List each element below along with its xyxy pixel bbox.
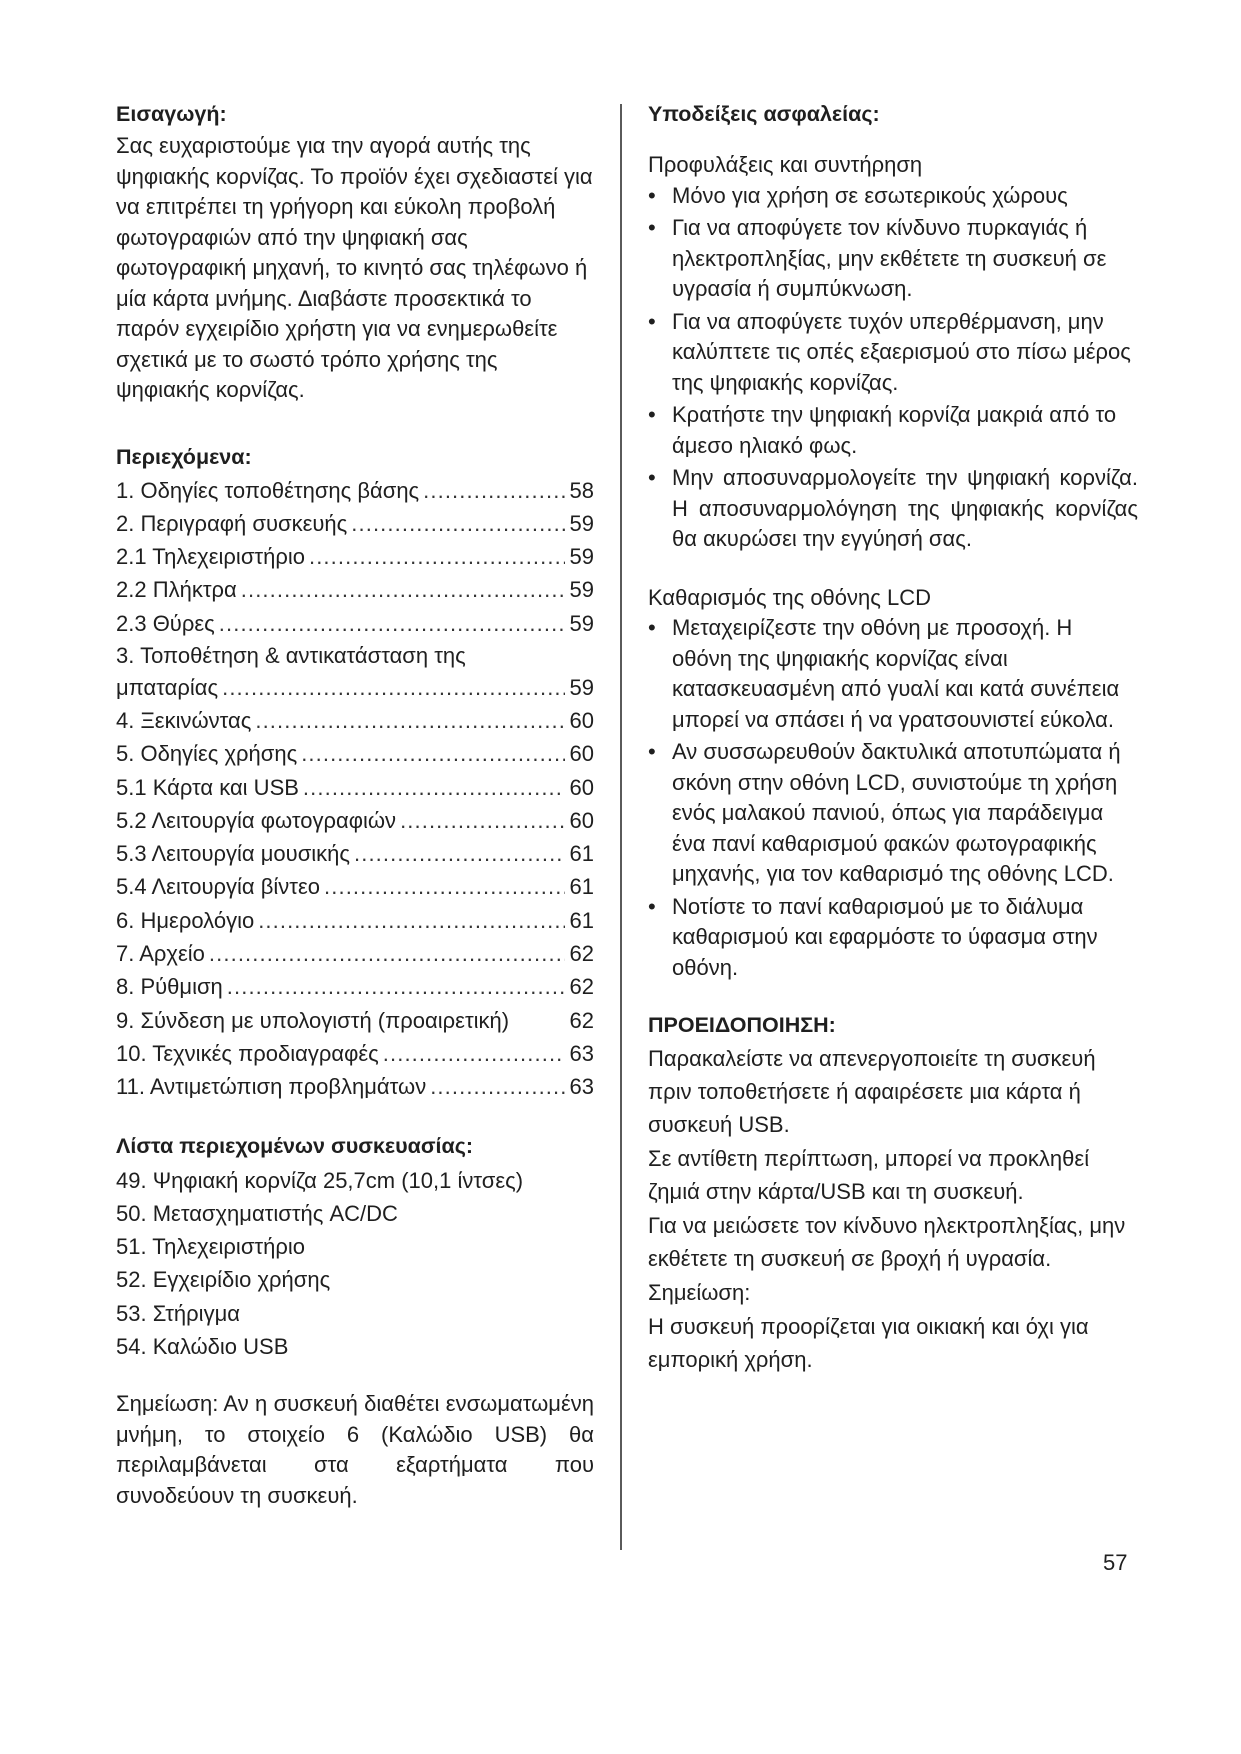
- package-list: [116, 1164, 594, 1364]
- bullet-icon: •: [648, 182, 656, 208]
- bullet-icon: •: [648, 465, 656, 490]
- safety-subheading-lcd: Καθαρισμός της οθόνης LCD: [648, 584, 931, 610]
- toc-item: 5. Οδηγίες χρήσης . . . 60: [116, 737, 594, 770]
- table-of-contents: [116, 474, 594, 1104]
- toc-item: 11. Αντιμετώπιση προβλημάτων . . . 63: [116, 1070, 594, 1103]
- lcd-cleaning-list: [648, 613, 1138, 983]
- precautions-list: [648, 181, 1138, 555]
- warning-text: Παρακαλείστε να απενεργοποιείτε τη συσκευή πριν τοποθετήσετε ή αφαιρέσετε μια κάρτα ή συσκευή USB.: [648, 1046, 1096, 1137]
- list-item: 51. Τηλεχειριστήριο: [116, 1234, 305, 1260]
- toc-item: 7. Αρχείο . . . 62: [116, 937, 594, 970]
- toc-item: 1. Οδηγίες τοποθέτησης βάσης . . . 58: [116, 474, 594, 507]
- contents-heading: Περιεχόμενα:: [116, 444, 252, 469]
- intro-heading: Εισαγωγή:: [116, 102, 227, 126]
- list-item: • Νοτίστε το πανί καθαρισμού με το διάλυμα καθαρισμού και εφαρμόστε το ύφασμα στην οθόνη.: [648, 893, 1098, 980]
- warning-text: Για να μειώσετε τον κίνδυνο ηλεκτροπληξίας, μην εκθέτετε τη συσκευή σε βροχή ή υγρασία.: [648, 1213, 1126, 1271]
- list-item: 54. Καλώδιο USB: [116, 1334, 289, 1360]
- warning-section: [648, 1011, 1138, 1376]
- toc-item: 8. Ρύθμιση . . . 62: [116, 970, 594, 1003]
- toc-item: 2.3 Θύρες . . . 59: [116, 607, 594, 640]
- left-column: [116, 100, 594, 1511]
- warning-text: Η συσκευή προορίζεται για οικιακή και όχι για εμπορική χρήση.: [648, 1314, 1089, 1372]
- bullet-icon: •: [648, 615, 656, 640]
- toc-item: 3. Τοποθέτηση & αντικατάσταση της μπαταρίας . . . 59: [116, 640, 594, 704]
- safety-heading: Υποδείξεις ασφαλείας:: [648, 102, 880, 126]
- toc-item: 5.1 Κάρτα και USB . . . 60: [116, 771, 594, 804]
- list-item: • Μην αποσυναρμολογείτε την ψηφιακή κορνίζα. Η αποσυναρμολόγηση της ψηφιακής κορνίζας θα ακυρώσει την εγγύησή σας.: [648, 465, 1138, 551]
- bullet-icon: •: [648, 215, 656, 240]
- toc-item: 4. Ξεκινώντας . . . 60: [116, 704, 594, 737]
- toc-item: 6. Ημερολόγιο . . . 61: [116, 904, 594, 937]
- package-heading: Λίστα περιεχομένων συσκευασίας:: [116, 1133, 474, 1158]
- bullet-icon: •: [648, 739, 656, 764]
- intro-text: Σας ευχαριστούμε για την αγορά αυτής της ψηφιακής κορνίζας. Το προϊόν έχει σχεδιαστεί για να επιτρέπει τη γρήγορη και εύκολη προβολή φωτογραφιών από την ψηφιακή σας φωτογραφική μηχανή, το κινητό σας τηλέφωνο ή μία κάρτα μνήμης. Διαβάστε προσεκτικά το παρόν εγχειρίδιο χρήστη για να ενημερωθείτε σχετικά με το σωστό τρόπο χρήσης της ψηφιακής κορνίζας.: [116, 133, 593, 402]
- bullet-icon: •: [648, 893, 656, 919]
- warning-heading: ΠΡΟΕΙΔΟΠΟΙΗΣΗ:: [648, 1013, 836, 1037]
- list-item: 49. Ψηφιακή κορνίζα 25,7cm (10,1 ίντσες): [116, 1167, 524, 1193]
- warning-note-label: Σημείωση:: [648, 1280, 751, 1305]
- toc-item: 5.2 Λειτουργία φωτογραφιών . . . 60: [116, 804, 594, 837]
- toc-item: 2.2 Πλήκτρα . . . 59: [116, 573, 594, 606]
- package-note: Σημείωση: Αν η συσκευή διαθέτει ενσωματωμένη μνήμη, το στοιχείο 6 (Καλώδιο USB) θα περιλαμβάνεται στα εξαρτήματα που συνοδεύουν τη συσκευή.: [116, 1391, 594, 1508]
- list-item: • Μόνο για χρήση σε εσωτερικούς χώρους: [648, 181, 1138, 212]
- list-item: • Αν συσσωρευθούν δακτυλικά αποτυπώματα ή σκόνη στην οθόνη LCD, συνιστούμε τη χρήση ενός μαλακού πανιού, όπως για παράδειγμα ένα πανί καθαρισμού φακών φωτογραφικής μηχανής, για τον καθαρισμό της οθόνης LCD.: [648, 739, 1121, 886]
- bullet-icon: •: [648, 308, 656, 334]
- toc-item: 10. Τεχνικές προδιαγραφές . . . 63: [116, 1037, 594, 1070]
- safety-subheading-precautions: Προφυλάξεις και συντήρηση: [648, 152, 923, 177]
- column-divider: [620, 104, 622, 1550]
- list-item: • Μεταχειρίζεστε την οθόνη με προσοχή. Η οθόνη της ψηφιακής κορνίζας είναι κατασκευασμένη από γυαλί και κατά συνέπεια μπορεί να σπάσει ή να γρατσουνιστεί εύκολα.: [648, 615, 1120, 732]
- bullet-icon: •: [648, 402, 656, 427]
- list-item: • Για να αποφύγετε τυχόν υπερθέρμανση, μην καλύπτετε τις οπές εξαερισμού στο πίσω μέρος της ψηφιακής κορνίζας.: [648, 308, 1131, 395]
- toc-item: 2. Περιγραφή συσκευής . . . 59: [116, 507, 594, 540]
- list-item: • Κρατήστε την ψηφιακή κορνίζα μακριά από το άμεσο ηλιακό φως.: [648, 402, 1117, 458]
- list-item: 50. Μετασχηματιστής AC/DC: [116, 1200, 398, 1226]
- list-item: 52. Εγχειρίδιο χρήσης: [116, 1267, 331, 1293]
- toc-item: 5.4 Λειτουργία βίντεο . . . 61: [116, 870, 594, 903]
- list-item: 53. Στήριγμα: [116, 1300, 240, 1326]
- right-column: [648, 100, 1138, 1377]
- page-number: 57: [1103, 1550, 1128, 1575]
- list-item: • Για να αποφύγετε τον κίνδυνο πυρκαγιάς ή ηλεκτροπληξίας, μην εκθέτετε τη συσκευή σε υγρασία ή συμπύκνωση.: [648, 215, 1107, 301]
- toc-item: 2.1 Τηλεχειριστήριο . . . 59: [116, 540, 594, 573]
- warning-text: Σε αντίθετη περίπτωση, μπορεί να προκληθεί ζημιά στην κάρτα/USB και τη συσκευή.: [648, 1146, 1090, 1204]
- toc-item: 9. Σύνδεση με υπολογιστή (προαιρετική) 62: [116, 1007, 594, 1033]
- toc-item: 5.3 Λειτουργία μουσικής . . . 61: [116, 837, 594, 870]
